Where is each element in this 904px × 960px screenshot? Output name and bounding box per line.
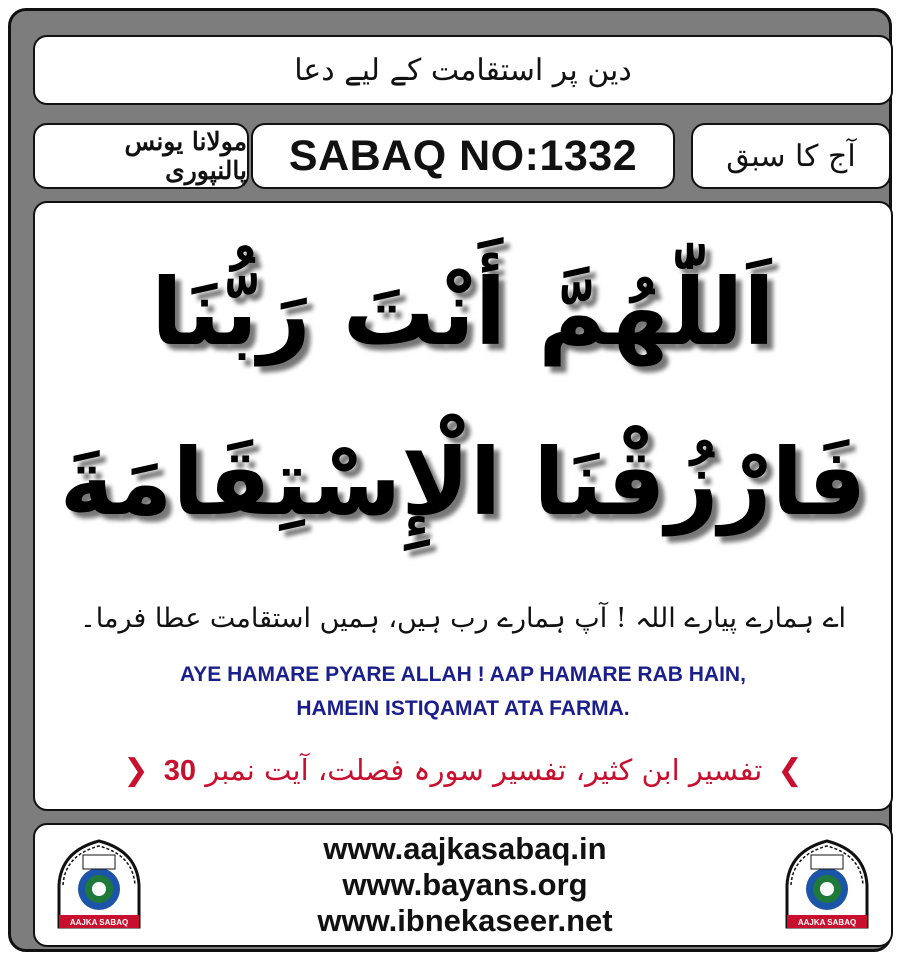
roman-translation-line-2: HAMEIN ISTIQAMAT ATA FARMA. bbox=[296, 697, 630, 720]
website-list bbox=[185, 831, 745, 939]
main-panel bbox=[33, 201, 893, 811]
reference-ayah-number: 30 bbox=[163, 755, 196, 787]
author-panel bbox=[33, 123, 249, 189]
aajka-sabaq-logo-icon bbox=[777, 835, 877, 939]
header-panel bbox=[33, 35, 893, 105]
website-link-ibnekaseer[interactable]: www.ibnekaseer.net bbox=[317, 903, 613, 938]
today-panel bbox=[691, 123, 891, 189]
dua-line-2: فَارْزُقْنَا الْإِسْتِقَامَةَ bbox=[59, 429, 867, 536]
author-name: مولانا یونس پالنپوری bbox=[124, 127, 247, 185]
website-link-bayans[interactable]: www.bayans.org bbox=[342, 867, 588, 902]
today-label: آج کا سبق bbox=[726, 138, 856, 174]
sabaq-number: SABAQ NO:1332 bbox=[288, 131, 638, 180]
sabaq-number-panel bbox=[251, 123, 675, 189]
ornament-right-icon: ❯ bbox=[123, 753, 149, 788]
reference-text: تفسیر ابن کثیر، تفسیر سورہ فصلت، آیت نمبر bbox=[205, 753, 763, 787]
footer-panel bbox=[33, 823, 893, 947]
reference-wrapper bbox=[164, 753, 763, 788]
ornament-left-icon: ❮ bbox=[777, 753, 803, 788]
urdu-translation: اے ہمارے پیارے اللہ ! آپ ہمارے رب ہیں، ہمیں استقامت عطا فرما۔ bbox=[79, 603, 847, 634]
logo-text-left: AAJKA SABAQ bbox=[69, 918, 129, 927]
page-title: دین پر استقامت کے لیے دعا bbox=[294, 52, 632, 88]
aajka-sabaq-logo-icon bbox=[49, 835, 149, 939]
roman-translation-line-1: AYE HAMARE PYARE ALLAH ! AAP HAMARE RAB HAIN, bbox=[180, 663, 746, 686]
logo-text-right: AAJKA SABAQ bbox=[797, 918, 857, 927]
card-frame bbox=[8, 8, 892, 952]
website-link-aajkasabaq[interactable]: www.aajkasabaq.in bbox=[323, 831, 607, 866]
dua-line-1: اَللّٰهُمَّ أَنْتَ رَبُّنَا bbox=[151, 259, 775, 366]
reference bbox=[35, 753, 891, 788]
